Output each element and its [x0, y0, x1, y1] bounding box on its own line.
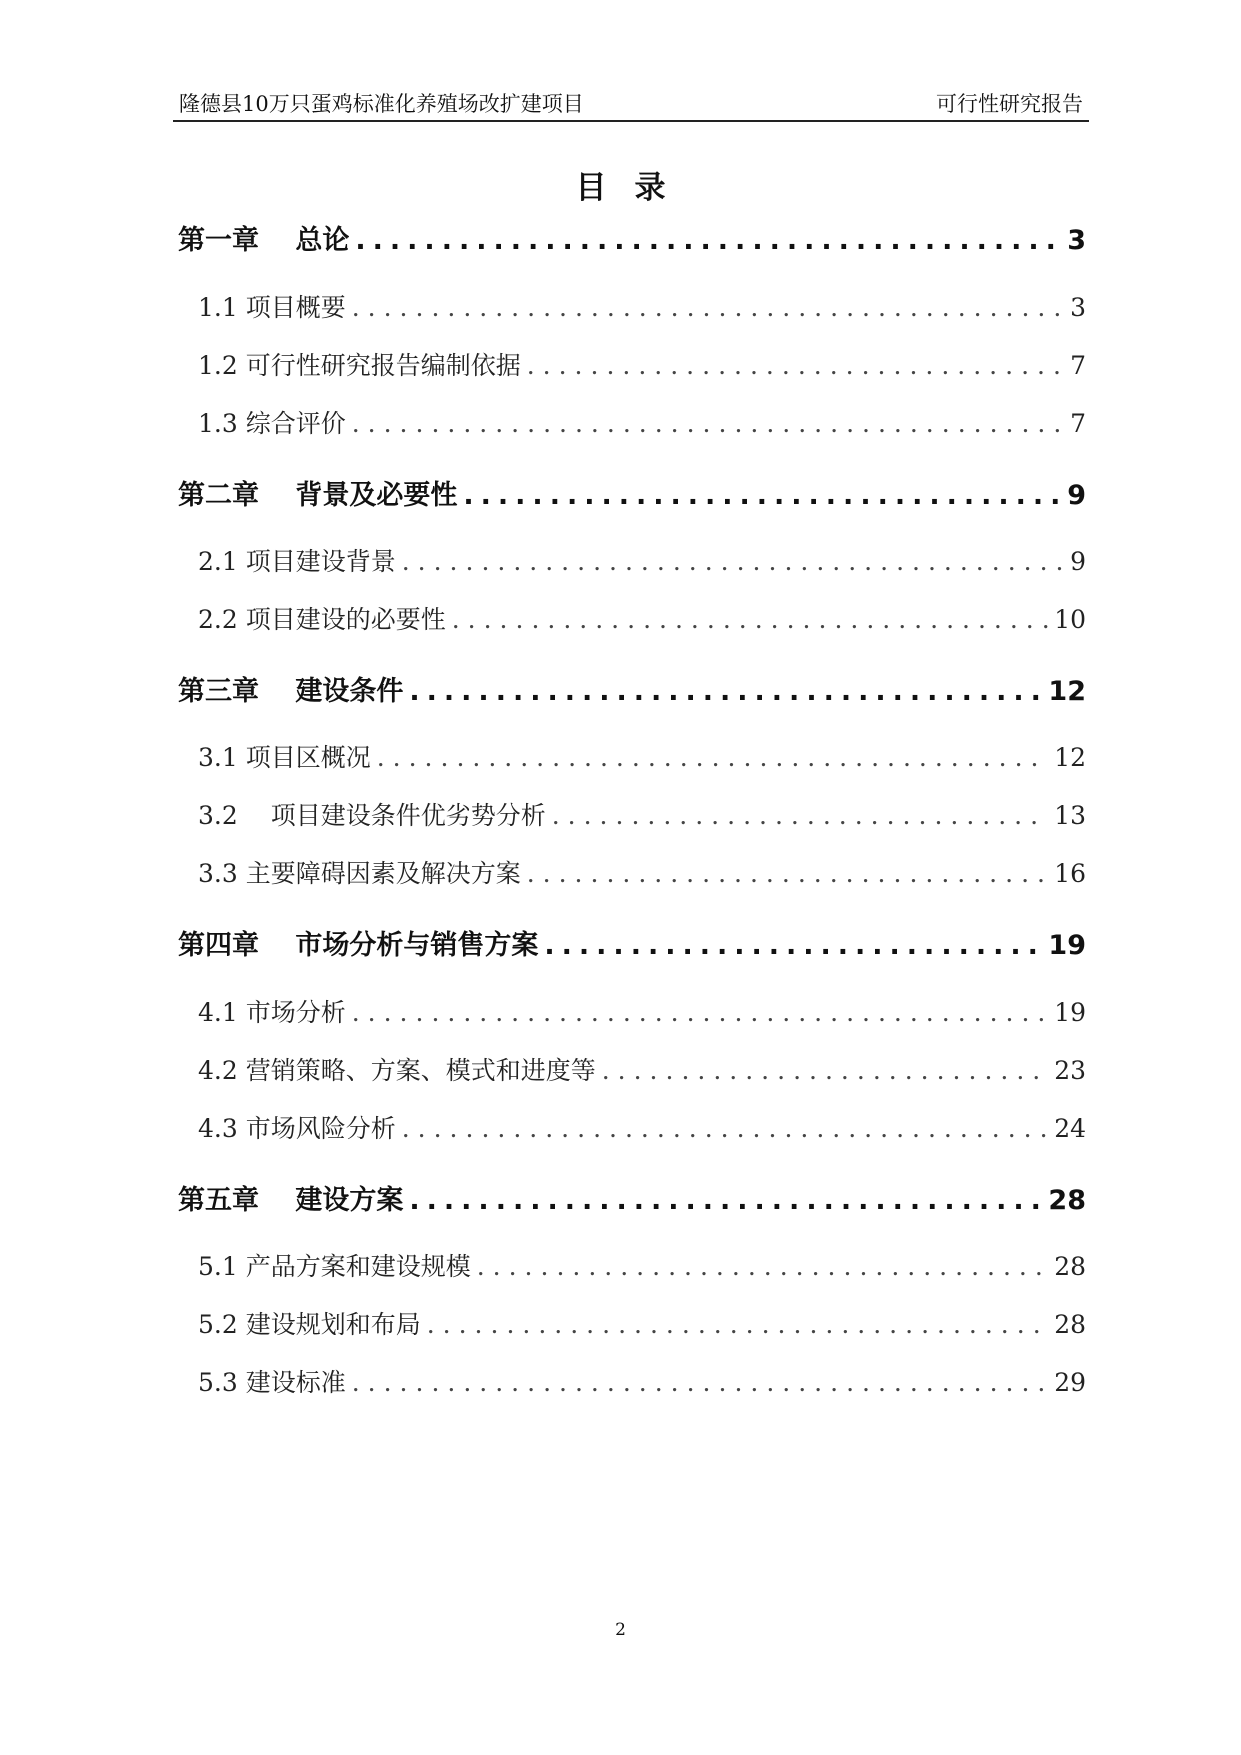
toc-entry-page: 29 [1054, 1368, 1086, 1397]
toc-entry-page: 13 [1054, 801, 1086, 830]
page-header [173, 86, 1089, 122]
toc-title: 目录 [575, 170, 694, 206]
toc-section-entry[interactable] [198, 404, 1086, 440]
toc-entry-label: 4.3 市场风险分析 [198, 1114, 396, 1143]
toc-entry-page: 19 [1048, 930, 1086, 961]
toc-chapter-entry[interactable] [178, 923, 1086, 962]
toc-dot-leader [463, 480, 1061, 511]
toc-section-entry[interactable] [198, 542, 1086, 578]
toc-entry-label: 第三章 建设条件 [178, 676, 404, 707]
toc-chapter-entry[interactable] [178, 669, 1086, 708]
toc-dot-leader [452, 605, 1048, 634]
toc-dot-leader [544, 930, 1042, 961]
toc-entry-page: 12 [1054, 743, 1086, 772]
header-report-type: 可行性研究报告 [936, 92, 1083, 116]
toc-entry-page: 3 [1070, 293, 1086, 322]
toc-entry-label: 3.2 项目建设条件优劣势分析 [198, 801, 546, 830]
toc-entry-page: 16 [1054, 859, 1086, 888]
toc-entry-label: 2.2 项目建设的必要性 [198, 605, 446, 634]
toc-dot-leader [352, 998, 1048, 1027]
toc-dot-leader [352, 409, 1064, 438]
toc-section-entry[interactable] [198, 796, 1086, 832]
toc-section-entry[interactable] [198, 1363, 1086, 1399]
toc-entry-label: 第四章 市场分析与销售方案 [178, 930, 539, 961]
toc-section-entry[interactable] [198, 288, 1086, 324]
toc-entry-label: 1.1 项目概要 [198, 293, 346, 322]
toc-entry-page: 7 [1070, 409, 1086, 438]
toc-dot-leader [477, 1252, 1048, 1281]
toc-entry-label: 3.1 项目区概况 [198, 743, 371, 772]
toc-section-entry[interactable] [198, 738, 1086, 774]
toc-entry-label: 第一章 总论 [178, 225, 350, 256]
toc-chapter-entry[interactable] [178, 218, 1086, 257]
toc-entry-label: 4.2 营销策略、方案、模式和进度等 [198, 1056, 596, 1085]
toc-entry-label: 5.2 建设规划和布局 [198, 1310, 421, 1339]
toc-dot-leader [352, 293, 1064, 322]
toc-dot-leader [602, 1056, 1048, 1085]
toc-dot-leader [355, 225, 1061, 256]
toc-section-entry[interactable] [198, 854, 1086, 890]
header-project-title: 隆德县10万只蛋鸡标准化养殖场改扩建项目 [179, 92, 584, 116]
toc-entry-page: 10 [1054, 605, 1086, 634]
toc-chapter-entry[interactable] [178, 473, 1086, 512]
toc-section-entry[interactable] [198, 600, 1086, 636]
toc-section-entry[interactable] [198, 1247, 1086, 1283]
toc-entry-label: 2.1 项目建设背景 [198, 547, 396, 576]
toc-section-entry[interactable] [198, 1109, 1086, 1145]
toc-section-entry[interactable] [198, 346, 1086, 382]
toc-entry-page: 28 [1054, 1252, 1086, 1281]
toc-entry-label: 第五章 建设方案 [178, 1185, 404, 1216]
page-number: 2 [615, 1620, 626, 1640]
toc-dot-leader [402, 547, 1064, 576]
toc-dot-leader [409, 676, 1042, 707]
toc-dot-leader [552, 801, 1048, 830]
toc-dot-leader [402, 1114, 1048, 1143]
toc-section-entry[interactable] [198, 1305, 1086, 1341]
toc-entry-page: 23 [1054, 1056, 1086, 1085]
toc-entry-page: 7 [1070, 351, 1086, 380]
toc-dot-leader [527, 859, 1048, 888]
toc-entry-label: 5.3 建设标准 [198, 1368, 346, 1397]
toc-entry-page: 24 [1054, 1114, 1086, 1143]
toc-entry-page: 3 [1067, 225, 1086, 256]
toc-entry-page: 9 [1067, 480, 1086, 511]
toc-section-entry[interactable] [198, 1051, 1086, 1087]
toc-dot-leader [409, 1185, 1042, 1216]
toc-dot-leader [427, 1310, 1048, 1339]
toc-chapter-entry[interactable] [178, 1178, 1086, 1217]
toc-entry-page: 19 [1054, 998, 1086, 1027]
toc-entry-label: 3.3 主要障碍因素及解决方案 [198, 859, 521, 888]
toc-entry-label: 1.2 可行性研究报告编制依据 [198, 351, 521, 380]
toc-dot-leader [377, 743, 1048, 772]
toc-entry-page: 9 [1070, 547, 1086, 576]
toc-entry-label: 5.1 产品方案和建设规模 [198, 1252, 471, 1281]
toc-dot-leader [352, 1368, 1048, 1397]
toc-dot-leader [527, 351, 1064, 380]
toc-entry-label: 4.1 市场分析 [198, 998, 346, 1027]
toc-section-entry[interactable] [198, 993, 1086, 1029]
toc-entry-label: 第二章 背景及必要性 [178, 480, 458, 511]
toc-entry-page: 28 [1048, 1185, 1086, 1216]
toc-entry-page: 12 [1048, 676, 1086, 707]
toc-entry-page: 28 [1054, 1310, 1086, 1339]
toc-entry-label: 1.3 综合评价 [198, 409, 346, 438]
